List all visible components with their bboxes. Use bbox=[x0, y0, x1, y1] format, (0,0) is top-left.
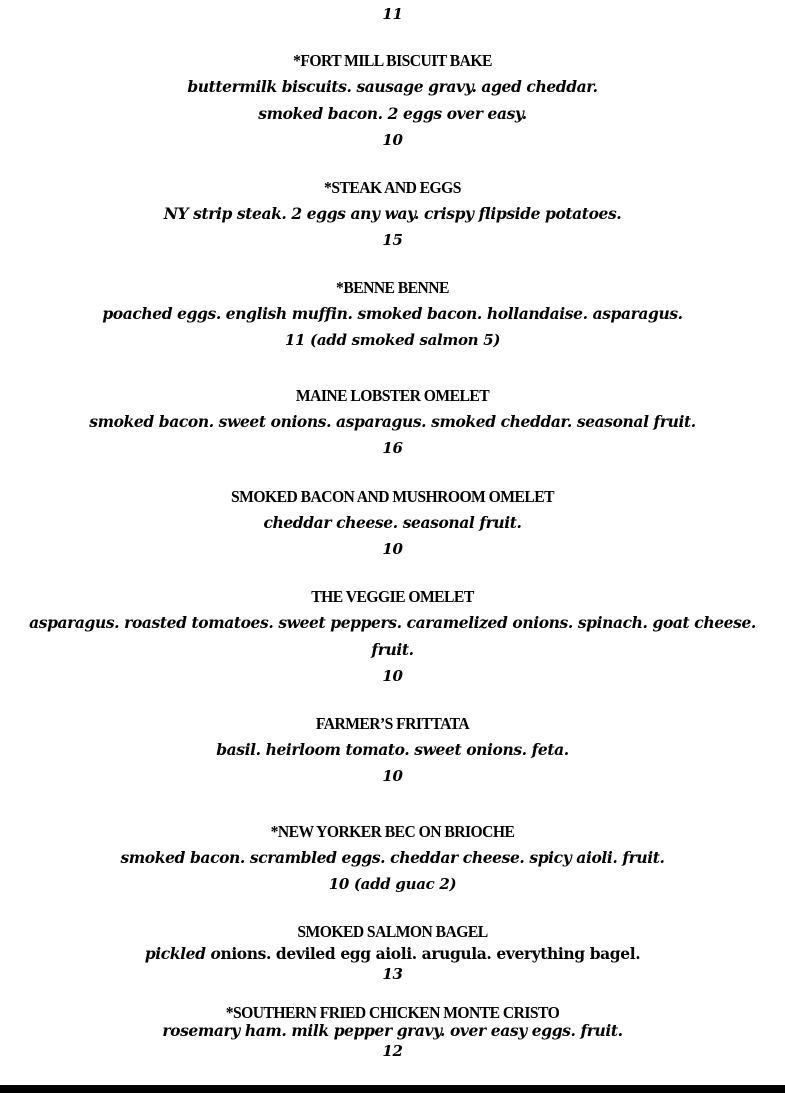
menu-item-price: 10 bbox=[382, 131, 403, 149]
menu-item-title: *BENNE BENNE bbox=[336, 278, 449, 297]
menu-item-title: *NEW YORKER BEC ON BRIOCHE bbox=[270, 822, 515, 841]
menu-item-price: 10 bbox=[382, 540, 403, 558]
menu-item-description: smoked bacon. sweet onions. asparagus. smoked cheddar. seasonal fruit. bbox=[89, 412, 696, 431]
menu-item-description: NY strip steak. 2 eggs any way. crispy flipside potatoes. bbox=[163, 204, 622, 223]
menu-item-description: buttermilk biscuits. sausage gravy. aged cheddar. bbox=[187, 77, 598, 96]
menu-item-description-italic: pickled o bbox=[144, 944, 221, 963]
menu-item-title: SMOKED BACON AND MUSHROOM OMELET bbox=[231, 487, 554, 506]
menu-item-description: poached eggs. english muffin. smoked bacon. hollandaise. asparagus. bbox=[102, 304, 683, 323]
menu-item-description: asparagus. roasted tomatoes. sweet peppers. caramelized onions. spinach. goat cheese. bbox=[29, 613, 756, 632]
menu-item-description: basil. heirloom tomato. sweet onions. feta. bbox=[216, 740, 569, 759]
menu-item-description bbox=[0, 946, 785, 962]
menu-item-title: SMOKED SALMON BAGEL bbox=[297, 922, 488, 941]
menu-item-title: MAINE LOBSTER OMELET bbox=[295, 386, 490, 405]
menu-item-title: *FORT MILL BISCUIT BAKE bbox=[293, 51, 492, 70]
menu-item-description: fruit. bbox=[371, 640, 414, 659]
menu-item-price: 10 (add guac 2) bbox=[328, 875, 457, 893]
menu-item-description: rosemary ham. milk pepper gravy. over easy eggs. fruit. bbox=[162, 1021, 623, 1040]
menu-item-title: FARMER’S FRITTATA bbox=[315, 714, 470, 733]
menu-item-description: smoked bacon. scrambled eggs. cheddar cheese. spicy aioli. fruit. bbox=[120, 848, 665, 867]
menu-item-description-upright: nions. deviled egg aioli. arugula. everything bagel. bbox=[220, 944, 641, 963]
menu-item-price: 16 bbox=[382, 439, 403, 457]
menu-item-price: 13 bbox=[382, 965, 403, 983]
menu-item-price: 10 bbox=[382, 667, 403, 685]
top-item-price: 11 bbox=[382, 5, 403, 23]
menu-item-price: 15 bbox=[382, 231, 403, 249]
menu-item-description: smoked bacon. 2 eggs over easy. bbox=[258, 104, 527, 123]
menu-item-title: THE VEGGIE OMELET bbox=[311, 587, 474, 606]
menu-item-price: 11 (add smoked salmon 5) bbox=[284, 331, 501, 349]
menu-item-description: cheddar cheese. seasonal fruit. bbox=[263, 513, 522, 532]
menu-item-price: 12 bbox=[382, 1042, 403, 1060]
menu-item-price: 10 bbox=[382, 767, 403, 785]
menu-item-title: *SOUTHERN FRIED CHICKEN MONTE CRISTO bbox=[225, 1003, 560, 1022]
footer-divider-bar bbox=[0, 1085, 785, 1093]
menu-item-title: *STEAK AND EGGS bbox=[324, 178, 461, 197]
